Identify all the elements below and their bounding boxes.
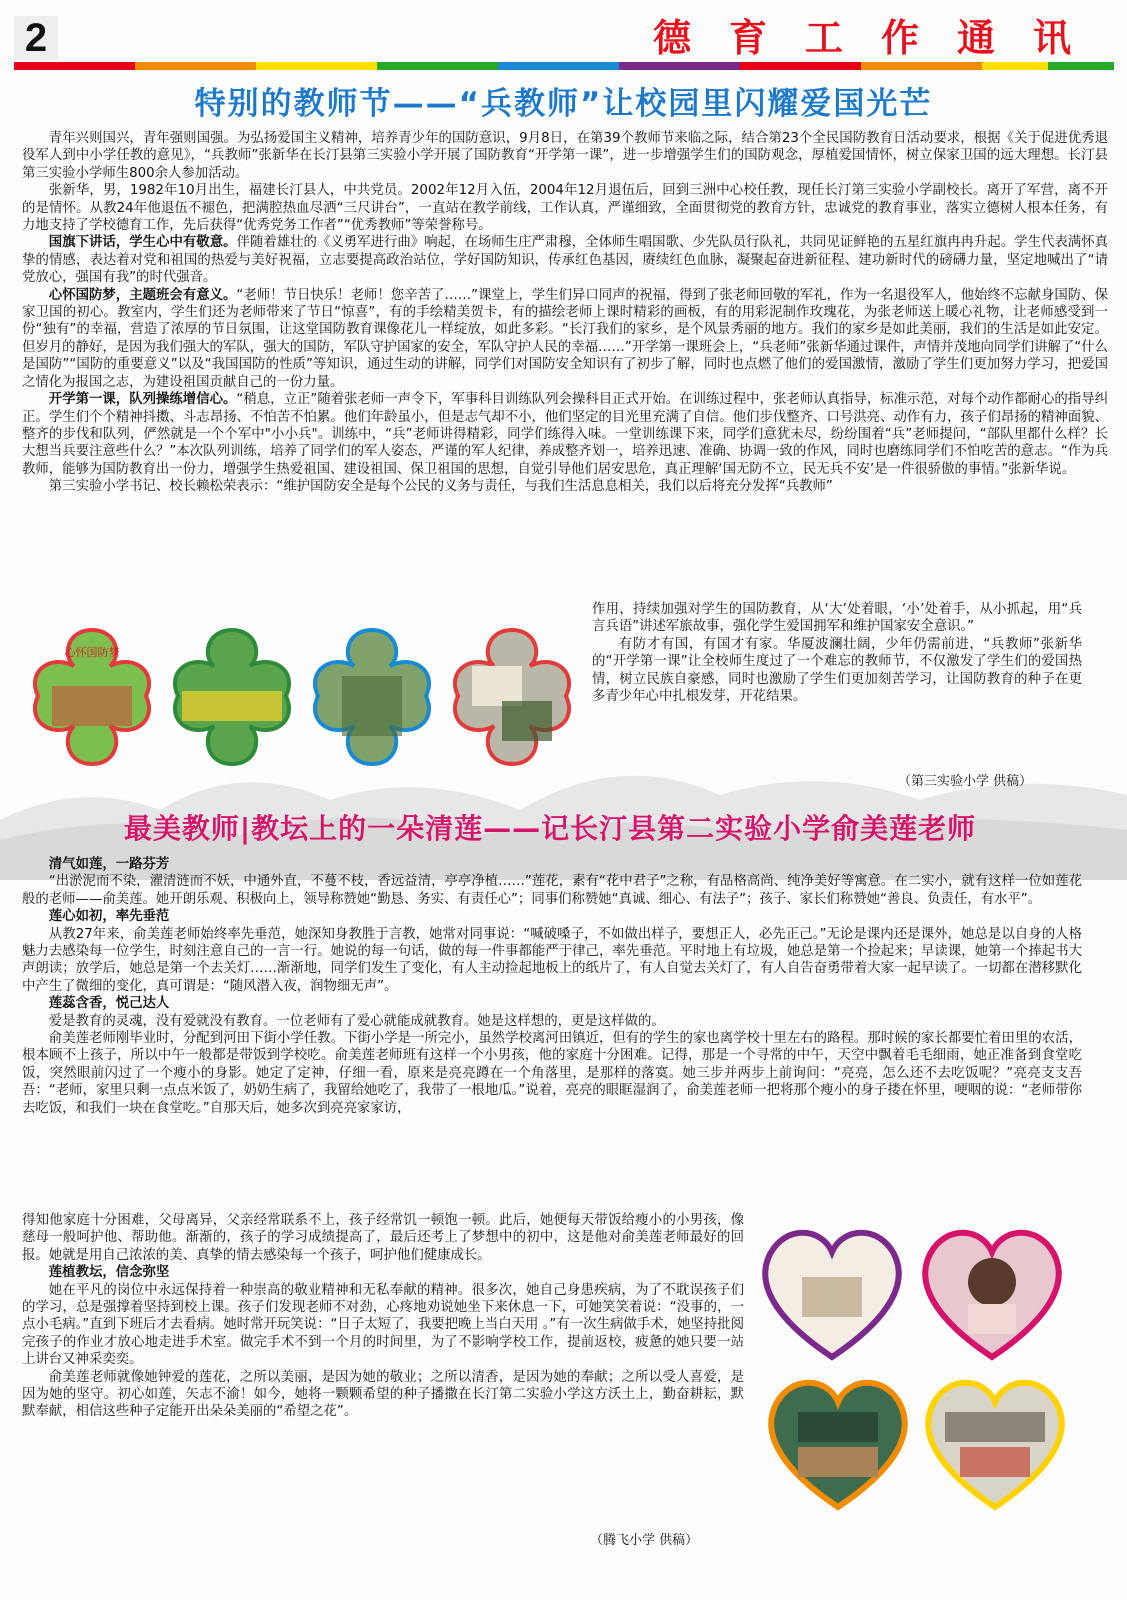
flower-photo-2 <box>162 626 302 768</box>
article2-paragraph: 俞美莲老师刚毕业时，分配到河田下街小学任教。下街小学是一所完小，虽然学校离河田镇近，但有的学生的家也离学校十里左右的路程。那时候的家长都要忙着田里的农活，根本顾不上孩子，所以中午一般都是带饭到学校吃。俞美莲老师班有这样一个小男孩，他的家庭十分困难。记得，那是一个寻常的中午，天空中飘着毛毛细雨，她正准备到食堂吃饭，突然眼前闪过了一个瘦小的身影。她定了定神，仔细一看，原来是亮亮蹲在一个角落里，是那样的落寞。她三步并两步上前询问：“亮亮，怎么还不去吃饭呢？”亮亮支支吾吾：“老师，家里只剩一点点米饭了，奶奶生病了，我留给她吃了，我带了一根地瓜。”说着，亮亮的眼眶湿润了，俞美莲老师一把将那个瘦小的身子搂在怀里，哽咽的说：“老师带你去吃饭，和我们一块在食堂吃。”自那天后，她多次到亮亮家家访， <box>22 1031 1082 1116</box>
section-heading: 莲蕊含香，悦己达人 <box>48 996 170 1012</box>
article2-paragraph: 从教27年来，俞美莲老师始终率先垂范，她深知身教胜于言教，她常对同事说：“喊破嗓子，不如做出样子，要想正人，必先正己。”无论是课内还是课外，她总是以自身的人格魅力去感染每一位学生，时刻注意自己的一言一行。她说的每一句话，做的每一件事都能严于律己，率先垂范。平时地上有垃圾，她总是第一个捡起来；早读课，她第一个捧起书大声朗读；放学后，她总是第一个去关灯……渐渐地，同学们发生了变化，有人主动捡起地板上的纸片了，有人自觉去关灯了，有人自告奋勇带着大家一起早读了。一切都在潜移默化中产生了微细的变化，真可谓是：“随风潜入夜，润物细无声”。 <box>22 926 1082 994</box>
article1-paragraph: 心怀国防梦，主题班会有意义。“老师！节日快乐！老师！您辛苦了……”课堂上，学生们异口同声的祝福，得到了张老师回敬的军礼，作为一名退役军人，他始终不忘献身国防、保家卫国的初心。教室内，学生们还为老师带来了节日“惊喜”，有的手绘精美贺卡，有的描绘老师上课时精彩的画板，有的用彩泥制作玫瑰花，为张老师送上暖心礼物，让老师感受到一份“独有”的幸福，营造了浓厚的节日氛围，让这堂国防教育课像花儿一样绽放，如此多彩。“长汀我们的家乡，是个风景秀丽的地方。我们的家乡是如此美丽，我们的生活是如此安定。但岁月的静好，是因为我们强大的军队，强大的国防，军队守护国家的安全，军队守护人民的幸福……”开学第一课班会上，“兵老师”张新华通过课件，声情并茂地向同学们讲解了“什么是国防”“国防的重要意义”以及“我国国防的性质”等知识，通过生动的讲解，同学们对国防安全知识有了初步了解，同时也点燃了他们的爱国激情，激励了学生们更加努力学习，把爱国之情化为报国之志，为建设祖国贡献自己的一份力量。 <box>22 287 1108 390</box>
section-heading: 清气如莲，一路芬芳 <box>48 857 170 872</box>
article1-paragraph: 第三实验小学书记、校长赖松荣表示：“维护国防安全是每个公民的义务与责任，与我们生活息息相关，我们以后将充分发挥“兵教师” <box>48 479 833 495</box>
page-number: 2 <box>14 16 58 60</box>
article1-side-paragraph: 作用，持续加强对学生的国防教育，从‘大’处着眼，‘小’处着手，从小抓起，用“兵言兵语”讲述军旅故事，强化学生爱国拥军和维护国家安全意识。” <box>592 602 1082 635</box>
article2-lower-body <box>22 1212 744 1421</box>
rainbow-divider <box>14 62 1114 70</box>
article2-paragraph: 得知他家庭十分困难，父母离异，父亲经常联系不上，孩子经常饥一顿饱一顿。此后，她便每天带饭给瘦小的小男孩，像慈母一般呵护他、帮助他。渐渐的，孩子的学习成绩提高了，最后还考上了梦想中的初中，这是他对俞美莲老师最好的回报。她就是用自己浓浓的美、真挚的情去感染每一个孩子，呵护他们健康成长。 <box>22 1213 744 1263</box>
masthead-char: 作 <box>880 16 919 60</box>
photo-caption: 心怀国防梦 <box>64 646 120 659</box>
article1-side-text <box>592 601 1082 705</box>
masthead-char: 工 <box>804 16 843 60</box>
heart-photo-4 <box>915 1372 1075 1512</box>
article1-paragraph: 开学第一课，队列操练增信心。“稍息，立正”随着张老师一声令下，军事科目训练队列会操科目正式开始。在训练过程中，张老师认真指导，标准示范，对每个动作都耐心的指导纠正。学生们个个精神抖擞、斗志昂扬、不怕苦不怕累。他们年龄虽小，但是志气却不小，他们坚定的目光里充满了自信。他们步伐整齐、口号洪亮、动作有力，孩子们昂扬的精神面貌、整齐的步伐和队列，俨然就是一个个军中"小小兵"。训练中，“兵”老师讲得精彩，同学们练得入味。一堂训练课下来，同学们意犹未尽，纷纷围着“兵”老师提问，“部队里都什么样？长大想当兵要注意些什么？”本次队列训练，培养了同学们的军人姿态，严谨的军人纪律，养成整齐划一，培养迅速、准确、协调一致的作风，同时也磨练同学们不怕吃苦的意志。“作为兵教师，能够为国防教育出一份力，增强学生热爱祖国、建设祖国、保卫祖国的思想，自觉引导他们居安思危，真正理解‘国无防不立，民无兵不安’是一件很骄傲的事情。”张新华说。 <box>22 392 1108 477</box>
masthead-char: 讯 <box>1032 16 1071 60</box>
heart-photo-2 <box>912 1222 1072 1362</box>
article1-side-paragraph: 有防才有国，有国才有家。华厦波澜壮阔，少年仍需前进，“兵教师”张新华的“开学第一课”让全校师生度过了一个难忘的教师节，不仅激发了学生们的爱国热情，树立民族自豪感，同时也激励了学生们更加刻苦学习，让国防教育的种子在更多青少年心中扎根发芽，开花结果。 <box>592 636 1082 705</box>
heart-photo-3 <box>758 1372 918 1512</box>
article1-title: 特别的教师节——“兵教师”让校园里闪耀爱国光芒 <box>194 86 933 122</box>
article1-paragraph: 张新华，男，1982年10月出生，福建长汀县人，中共党员。2002年12月入伍，2004年12月退伍后，回到三洲中心校任教，现任长汀第三实验小学副校长。离开了军营，离不开的是情怀。从教24年他退伍不褪色，把满腔热血尽洒“三尺讲台”，一直站在教学前线，工作认真，严谨细致，全面贯彻党的教育方针，忠诚党的教育事业，落实立德树人根本任务，有力地支持了学校德育工作，先后获得“优秀党务工作者”“优秀教师”等荣誉称号。 <box>22 183 1108 234</box>
heart-photo-1 <box>752 1222 912 1362</box>
flower-photo-3 <box>302 626 442 768</box>
article2-paragraph: 俞美莲老师就像她钟爱的莲花，之所以美丽，是因为她的敬业；之所以清香，是因为她的奉献；之所以受人喜爱，是因为她的坚守。初心如莲，矢志不渝！如今，她将一颗颗希望的种子播撒在长汀第二实验小学这方沃土上，勤奋耕耘，默默奉献，相信这些种子定能开出朵朵美丽的“希望之花”。 <box>22 1369 744 1420</box>
article2-title: 最美教师|教坛上的一朵清莲——记长汀县第二实验小学俞美莲老师 <box>123 812 977 845</box>
article1-body <box>22 130 1108 496</box>
article1-credit: （第三实验小学 供稿） <box>898 774 1033 789</box>
article2-paragraph: 爱是教育的灵魂，没有爱就没有教育。一位老师有了爱心就能成就教育。她是这样想的，更是这样做的。 <box>48 1013 665 1029</box>
flower-photo-4 <box>442 626 582 768</box>
masthead-char: 德 <box>652 16 691 60</box>
masthead-title <box>637 14 1087 62</box>
section-heading: 莲心如初，率先垂范 <box>48 909 170 925</box>
masthead-char: 通 <box>956 16 995 60</box>
article2-credit: （腾飞小学 供稿） <box>590 1533 699 1548</box>
article1-paragraph: 青年兴则国兴，青年强则国强。为弘扬爱国主义精神，培养青少年的国防意识，9月8日，在第39个教师节来临之际，结合第23个全民国防教育日活动要求，根据《关于促进优秀退役军人到中小学任教的意见》，“兵教师”张新华在长汀县第三实验小学开展了国防教育“开学第一课”，进一步增强学生们的国防观念，厚植爱国情怀，树立保家卫国的远大理想。长汀县第三实验小学师生800余人参加活动。 <box>22 131 1108 181</box>
article2-body <box>22 856 1082 1117</box>
flower-photo-1 <box>22 626 162 768</box>
article2-paragraph: “出淤泥而不染，濯清涟而不妖，中通外直，不蔓不枝，香远益清，亭亭净植……”莲花，素有“花中君子”之称，有品格高尚、纯净美好等寓意。在二实小，就有这样一位如莲花般的老师——俞美莲。她开朗乐观、积极向上，领导称赞她“勤恳、务实、有责任心”；同事们称赞她“真诚、细心、有法子”；孩子、家长们称赞她“善良、负责任，有水平”。 <box>22 874 1082 907</box>
article2-paragraph: 她在平凡的岗位中永远保持着一种崇高的敬业精神和无私奉献的精神。很多次，她自己身患疾病，为了不耽误孩子们的学习，总是强撑着坚持到校上课。孩子们发现老师不对劲，心疼地劝说她坐下来休息一下，可她笑笑着说：“没事的，一点小毛病。”直到下班后才去看病。她时常开玩笑说：“日子太短了，我要把晚上当白天用 。”有一次生病做手术，她坚持批阅完孩子的作业才放心地走进手术室。做完手术不到一个月的时间里，为了不影响学校工作，提前返校，疲惫的她只要一站上讲台又神采奕奕。 <box>22 1282 744 1368</box>
article1-paragraph: 国旗下讲话，学生心中有敬意。伴随着雄壮的《义勇军进行曲》响起，在场师生庄严肃穆，全体师生唱国歌、少先队员行队礼，共同见证鲜艳的五星红旗冉冉升起。学生代表满怀真挚的情感，表达着对党和祖国的热爱与美好祝福，立志要提高政治站位，学好国防知识，传承红色基因，赓续红色血脉，凝聚起奋进新征程、建功新时代的磅礴力量，坚定地喊出了“请党放心，强国有我”的时代强音。 <box>22 235 1109 286</box>
section-heading: 莲植教坛，信念弥坚 <box>48 1265 170 1281</box>
masthead-char: 育 <box>728 16 767 60</box>
